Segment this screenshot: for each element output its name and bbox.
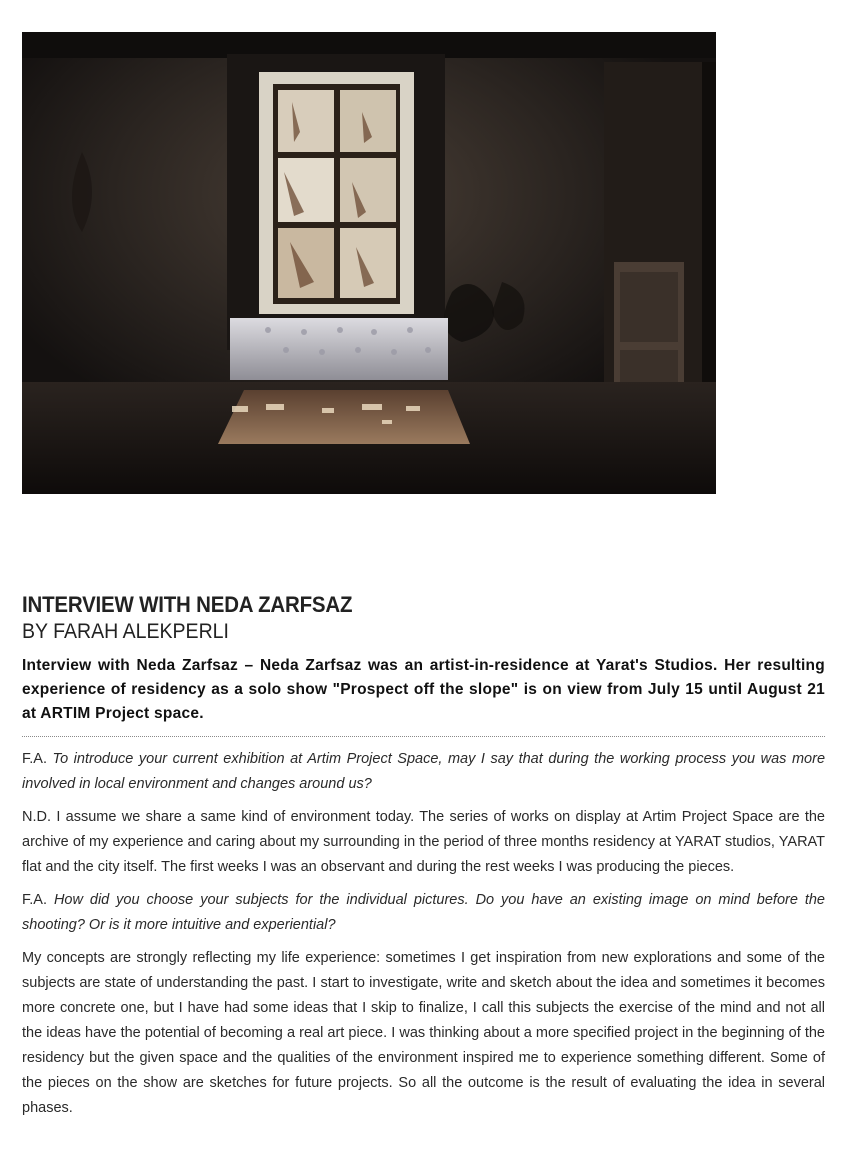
dotted-divider xyxy=(22,736,825,737)
interview-question-1 xyxy=(22,747,825,797)
exhibition-photo xyxy=(22,32,716,494)
question-text: To introduce your current exhibition at Artim Project Space, may I say that during the working process you was more involved in local environment and changes around us? xyxy=(22,751,826,792)
speaker-label: N.D. xyxy=(22,809,51,825)
speaker-label: F.A. xyxy=(22,751,47,767)
speaker-label: F.A. xyxy=(22,892,47,908)
answer-text: My concepts are strongly reflecting my life experience: sometimes I get inspiration from new explorations and some of the subjects are state of understanding the past. I start to investigate, write and sketch about the idea and sometimes it becomes more concrete one, but I have had some ideas that I skip to finalize, I call this subjects the exercise of the mind and not all the ideas have the potential of becoming a real art piece. I was thinking about a more specified project in the beginning of the residency but the given space and the qualities of the environment inspired me to experience something different. Some of the pieces on the show are sketches for future projects. So all the outcome is the result of evaluating the idea in several phases. xyxy=(22,950,825,1116)
interview-answer-1 xyxy=(22,805,825,880)
question-text: How did you choose your subjects for the individual pictures. Do you have an existing image on mind before the shooting? Or is it more intuitive and experiential? xyxy=(22,892,825,933)
article-byline: BY FARAH ALEKPERLI xyxy=(22,620,229,643)
exhibition-photo-image xyxy=(22,32,716,494)
interview-question-2 xyxy=(22,888,825,938)
article-title: INTERVIEW WITH NEDA ZARFSAZ xyxy=(22,592,353,617)
interview-answer-2 xyxy=(22,946,825,1121)
article xyxy=(22,592,825,1121)
answer-text: I assume we share a same kind of environment today. The series of works on display at Artim Project Space are the archive of my experience and caring about my surrounding in the period of three months residency at YARAT studios, YARAT flat and the city itself. The first weeks I was an observant and during the rest weeks I was producing the pieces. xyxy=(22,809,825,875)
article-lead: Interview with Neda Zarfsaz – Neda Zarfsaz was an artist-in-residence at Yarat's Studios. Her resulting experience of residency as a solo show "Prospect off the slope" is on view from July 15 until August 21 at ARTIM Project space. xyxy=(22,657,825,722)
